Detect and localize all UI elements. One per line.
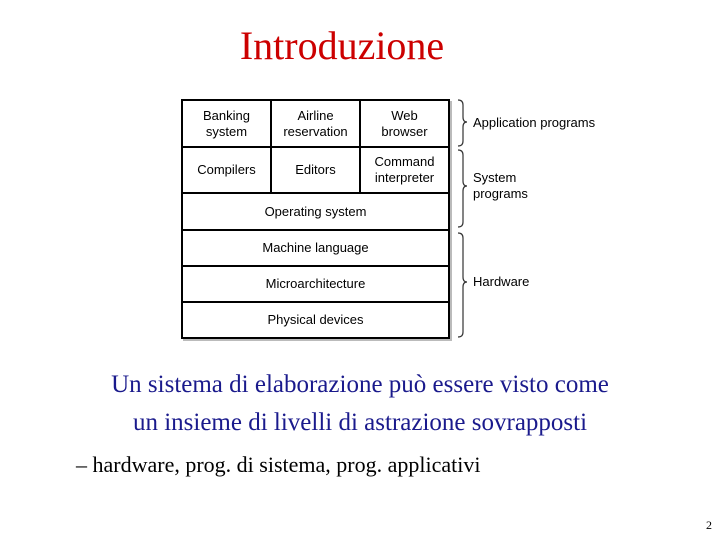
layer-microarchitecture: Microarchitecture [265,276,366,291]
label-system-programs [473,170,528,202]
sub-bullet: – hardware, prog. di sistema, prog. applicativi [76,452,481,477]
caption-line-2: un insieme di livelli di astrazione sovrapposti [132,409,588,436]
brace-system-programs [458,150,467,227]
layer-operating-system: Operating system [264,203,367,219]
page-number: 2 [706,518,712,532]
cell-text-line: system [205,123,248,139]
cell-text-line: Web [391,107,418,123]
label-hardware: Hardware [473,274,530,289]
cell-text-line: Editors [295,162,336,177]
label-text-line: System [473,170,517,185]
label-text-line: programs [473,186,528,201]
cell-text-line: Compilers [197,162,256,177]
layer-machine-language: Machine language [262,240,369,255]
cell-text-line: browser [381,123,428,139]
cell-text-line: Banking [203,107,250,123]
cell-text-line: Airline [297,107,334,123]
brace-application-programs [458,100,467,146]
cell-text-line: Command [374,154,435,169]
caption-line-1: Un sistema di elaborazione può essere visto come [111,371,609,398]
label-application-programs: Application programs [473,115,596,130]
cell-text-line: reservation [283,123,348,139]
layer-physical-devices: Physical devices [267,312,364,327]
brace-hardware [458,233,467,337]
slide-title: Introduzione [239,23,445,68]
cell-text-line: interpreter [374,170,435,185]
